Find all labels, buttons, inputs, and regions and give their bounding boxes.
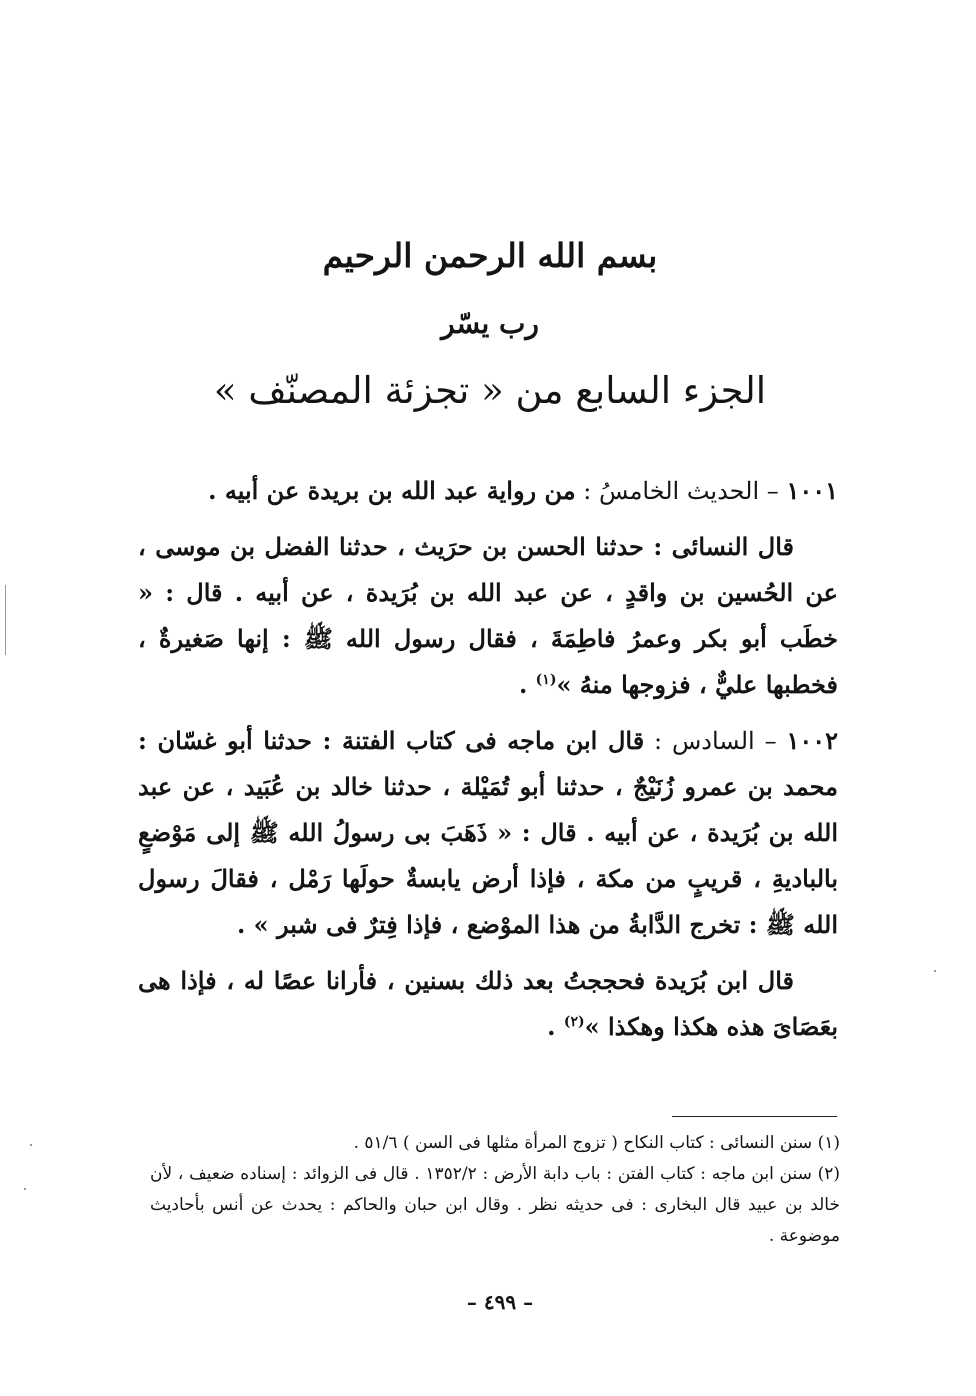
footnote-1: (١) سنن النسائى : كتاب النكاح ( تزوج المرأة مثلها فى السن ) ٥١/٦ .	[353, 1133, 840, 1153]
period: .	[518, 670, 528, 699]
footnotes	[150, 1128, 840, 1252]
dash: –	[764, 727, 777, 755]
footnote-2: (٢) سنن ابن ماجه : كتاب الفتن : باب دابة الأرض : ١٣٥٢/٢ . قال فى الزوائد : إسناده ضعيف ، لأن خالد بن عبيد قال البخارى : فى حديثه نظر . وقال ابن حبان والحاكم : يحدث عن أنس بأحاديث موضوعة .	[150, 1164, 840, 1246]
hadith-heading-light: الحديث الخامسُ :	[583, 477, 760, 505]
hadith-continuation-text: قال ابن بُرَيدة فحججتُ بعد ذلك بسنين ، فأرانا عصًا له ، فإذا هى بعَصَاىَ هذه هكذا وهكذا »	[138, 966, 838, 1041]
footnote-rule	[672, 1116, 837, 1117]
main-text	[138, 468, 838, 1060]
hadith-number: ١٠٠٢	[786, 726, 838, 755]
speck	[24, 1188, 26, 1190]
hadith-1002-continuation	[138, 958, 838, 1050]
hadith-1001-heading	[138, 468, 838, 514]
hadith-text: قال النسائى : حدثنا الحسن بن حرَيث ، حدثنا الفضل بن موسى ، عن الحُسين بن واقدٍ ، عن عبد الله بن بُرَيدة ، عن أبيه . قال : « خطَب أبو بكر وعمرُ فاطِمَةَ ، فقال رسول الله ﷺ : إنها صَغيرةٌ ، فخطبها عليٌّ ، فزوجها منهُ »	[138, 532, 838, 699]
period: .	[547, 1012, 556, 1041]
basmala-heading: بسم الله الرحمن الرحيم	[322, 236, 658, 275]
part-title: الجزء السابع من « تجزئة المصنّف »	[213, 369, 767, 412]
speck	[934, 970, 936, 972]
hadith-text: قال ابن ماجه فى كتاب الفتنة : حدثنا أبو غسّان : محمد بن عمرو زُنَيْجٌ ، حدثنا أبو تُمَيْلة ، حدثنا خالد بن عُبَيد ، عن عبد الله بن بُرَيدة ، عن أبيه . قال : « ذَهَبَ بى رسولُ الله ﷺ إلى مَوْضعٍ بالباديةِ ، قريبٍ من مكة ، فإذا أرض يابسةٌ حولَها رَمْل ، فقالَ رسول الله ﷺ : تخرج الدَّابةُ من هذا الموْضع ، فإذا فِترٌ فى شبر » .	[138, 726, 838, 939]
hadith-number: ١٠٠١	[786, 476, 838, 505]
invocation-line: رب يسّر	[441, 307, 539, 340]
footnote-ref: (١)	[535, 672, 557, 688]
hadith-1001-text	[138, 524, 838, 708]
dash: –	[766, 477, 779, 505]
margin-rule	[5, 585, 6, 655]
footnote-ref: (٢)	[563, 1014, 585, 1030]
speck	[30, 1144, 32, 1146]
hadith-heading-bold: من رواية عبد الله بن بريدة عن أبيه .	[208, 476, 576, 505]
page-number: – ٤٩٩ –	[466, 1290, 534, 1314]
hadith-1002-text	[138, 718, 838, 948]
hadith-heading-light: السادس :	[654, 727, 755, 755]
